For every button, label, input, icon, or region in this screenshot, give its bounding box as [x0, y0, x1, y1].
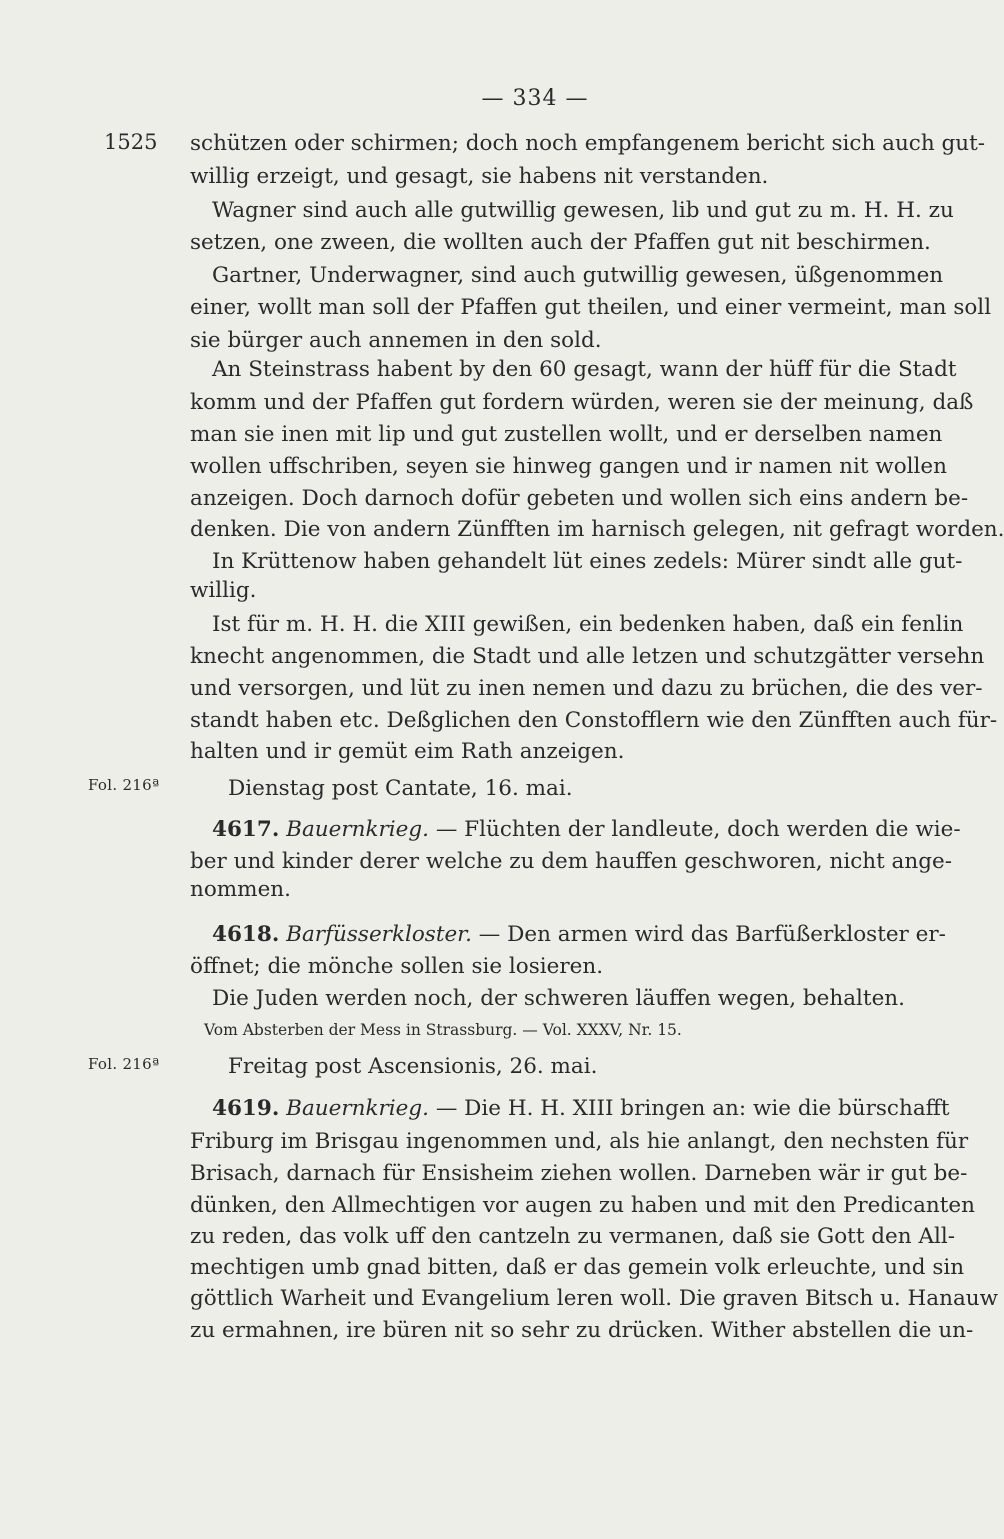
text-line: denken. Die von andern Zünfften im harnisch gelegen, nit gefragt worden.: [190, 517, 1004, 542]
entry-text: — Die H. H. XIII bringen an: wie die bürschafft: [435, 1096, 950, 1121]
entry-topic: Bauernkrieg.: [286, 817, 429, 842]
text-line: Die Juden werden noch, der schweren läuffen wegen, behalten.: [212, 986, 905, 1011]
text-line: mechtigen umb gnad bitten, daß er das gemein volk erleuchte, und sin: [190, 1255, 965, 1280]
text-line: nommen.: [190, 877, 291, 902]
text-line: willig.: [190, 578, 257, 603]
text-line: An Steinstrass habent by den 60 gesagt, wann der hüff für die Stadt: [212, 357, 957, 382]
entry-number: 4617.: [212, 817, 280, 842]
text-line: Gartner, Underwagner, sind auch gutwillig gewesen, üßgenommen: [212, 263, 944, 288]
text-line: zu ermahnen, ire büren nit so sehr zu drücken. Wither abstellen die un-: [190, 1318, 974, 1343]
entry-line: [190, 918, 946, 952]
text-line: komm und der Pfaffen gut fordern würden, weren sie der meinung, daß: [190, 390, 974, 415]
text-line: Friburg im Brisgau ingenommen und, als hie anlangt, den nechsten für: [190, 1129, 969, 1154]
date-heading: Dienstag post Cantate, 16. mai.: [228, 776, 573, 801]
margin-folio-note: Fol. 216ª: [88, 776, 160, 794]
text-line: willig erzeigt, und gesagt, sie habens nit verstanden.: [190, 164, 769, 189]
text-line: göttlich Warheit und Evangelium leren woll. Die graven Bitsch u. Hanauw: [190, 1286, 999, 1311]
text-line: sie bürger auch annemen in den sold.: [190, 328, 602, 353]
text-line: setzen, one zween, die wollten auch der Pfaffen gut nit beschirmen.: [190, 230, 931, 255]
entry-line: [190, 1092, 950, 1126]
text-line: dünken, den Allmechtigen vor augen zu haben und mit den Predicanten: [190, 1193, 975, 1218]
entry-text: — Den armen wird das Barfüßerkloster er-: [478, 922, 946, 947]
text-line: anzeigen. Doch darnoch dofür gebeten und wollen sich eins andern be-: [190, 486, 969, 511]
text-line: schützen oder schirmen; doch noch empfangenem bericht sich auch gut-: [190, 131, 986, 156]
entry-line: [190, 813, 961, 847]
entry-topic: Barfüsserkloster.: [286, 922, 472, 947]
entry-number: 4618.: [212, 922, 280, 947]
entry-topic: Bauernkrieg.: [286, 1096, 429, 1121]
text-line: standt haben etc. Deßglichen den Constofflern wie den Zünfften auch für-: [190, 708, 998, 733]
text-line: Ist für m. H. H. die XIII gewißen, ein bedenken haben, daß ein fenlin: [212, 612, 964, 637]
text-line: und versorgen, und lüt zu inen nemen und dazu zu brüchen, die des ver-: [190, 676, 983, 701]
entry-number: 4619.: [212, 1096, 280, 1121]
text-line: zu reden, das volk uff den cantzeln zu vermanen, daß sie Gott den All-: [190, 1224, 956, 1249]
entry-text: — Flüchten der landleute, doch werden die wie-: [435, 817, 961, 842]
text-line: halten und ir gemüt eim Rath anzeigen.: [190, 739, 625, 764]
margin-year: 1525: [104, 130, 158, 154]
text-line: Brisach, darnach für Ensisheim ziehen wollen. Darneben wär ir gut be-: [190, 1161, 968, 1186]
text-line: einer, wollt man soll der Pfaffen gut theilen, und einer vermeint, man soll: [190, 295, 992, 320]
text-line: ber und kinder derer welche zu dem hauffen geschworen, nicht ange-: [190, 849, 952, 874]
text-line: knecht angenommen, die Stadt und alle letzen und schutzgätter versehn: [190, 644, 985, 669]
text-line: Wagner sind auch alle gutwillig gewesen, lib und gut zu m. H. H. zu: [212, 198, 954, 223]
text-line: öffnet; die mönche sollen sie losieren.: [190, 954, 604, 979]
text-line: man sie inen mit lip und gut zustellen wollt, und er derselben namen: [190, 422, 943, 447]
date-heading: Freitag post Ascensionis, 26. mai.: [228, 1054, 598, 1079]
text-line: In Krüttenow haben gehandelt lüt eines zedels: Mürer sindt alle gut-: [212, 549, 963, 574]
margin-folio-note: Fol. 216ª: [88, 1055, 160, 1073]
page-number: — 334 —: [481, 86, 589, 111]
text-line: wollen uffschriben, seyen sie hinweg gangen und ir namen nit wollen: [190, 454, 947, 479]
source-reference: Vom Absterben der Mess in Strassburg. — Vol. XXXV, Nr. 15.: [204, 1021, 682, 1039]
